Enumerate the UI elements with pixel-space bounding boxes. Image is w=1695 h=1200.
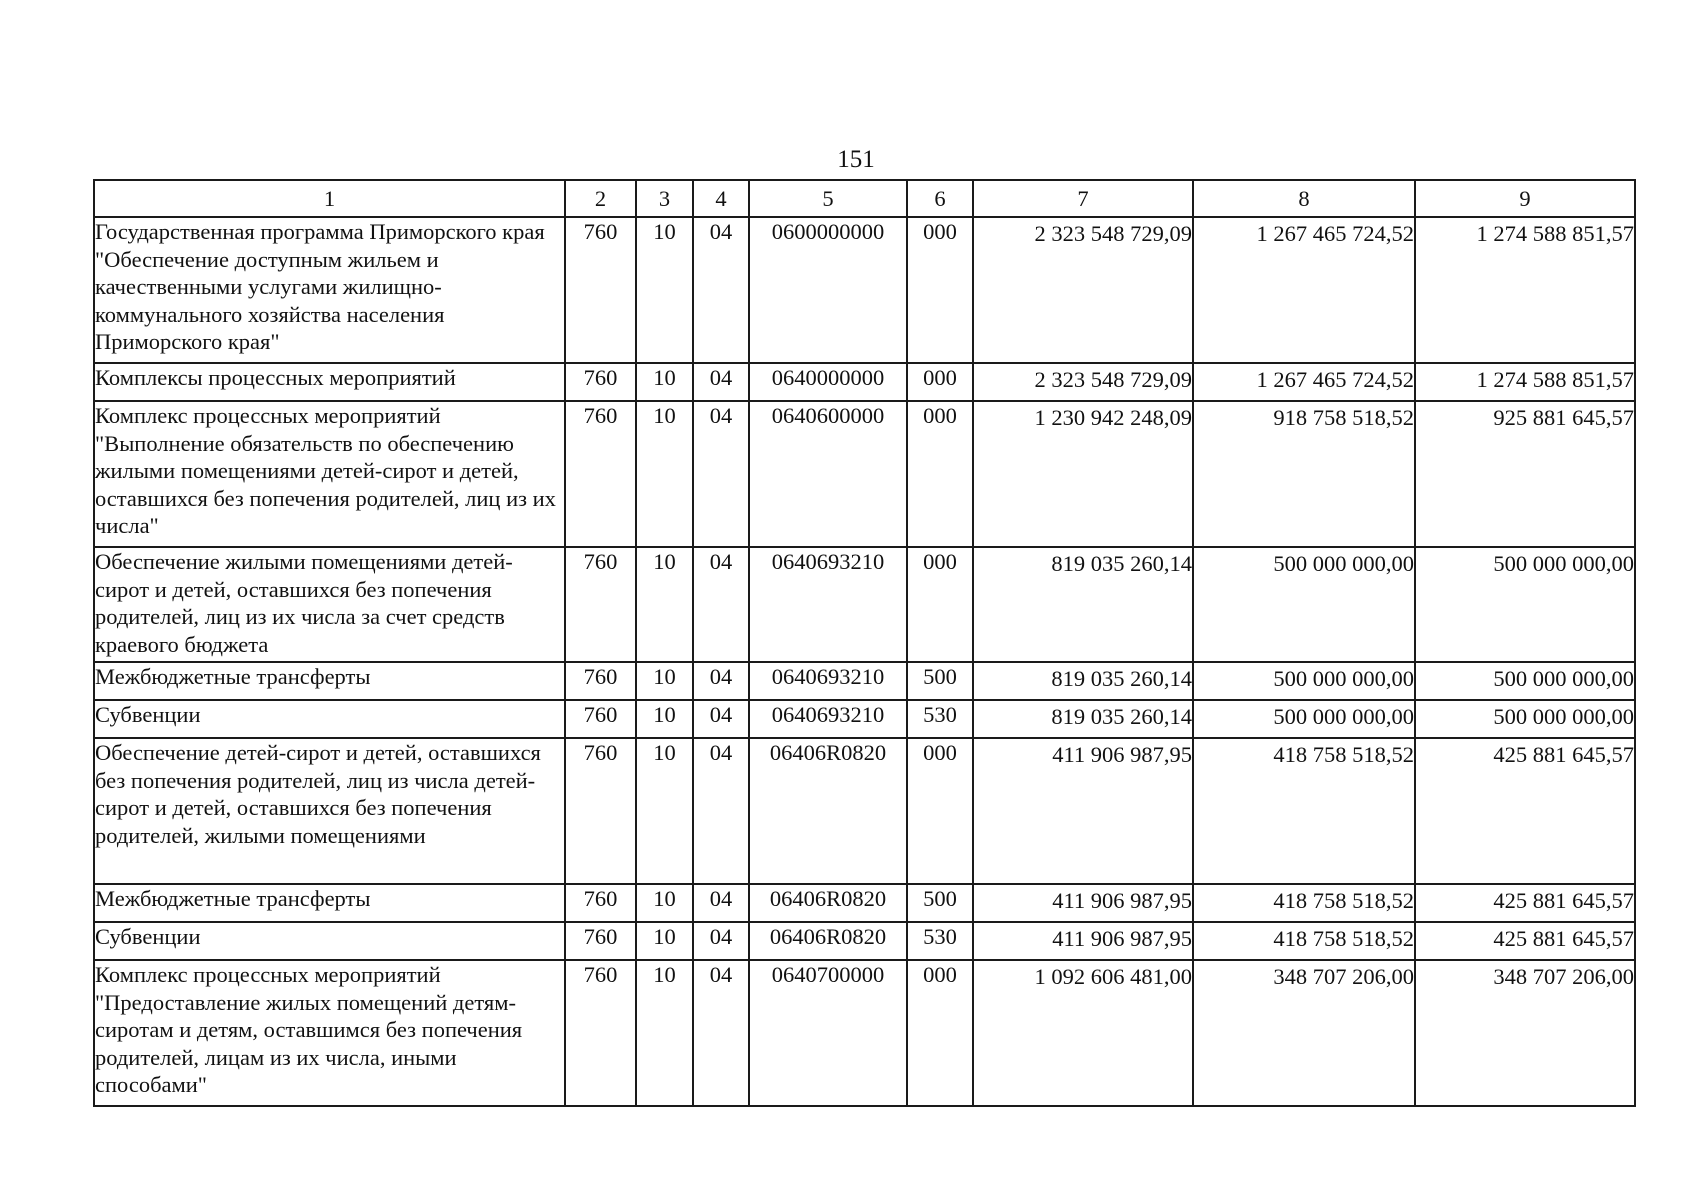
code-cell: 04 [693, 922, 749, 960]
header-cell: 5 [749, 180, 907, 217]
amount-cell: 2 323 548 729,09 [973, 363, 1193, 401]
row-name-cell: Субвенции [94, 700, 565, 738]
amount-cell: 425 881 645,57 [1415, 922, 1635, 960]
table-row [94, 700, 1635, 738]
code-cell: 760 [565, 960, 636, 1106]
code-cell: 04 [693, 960, 749, 1106]
code-cell: 760 [565, 547, 636, 662]
table-row [94, 363, 1635, 401]
row-name-cell: Субвенции [94, 922, 565, 960]
code-cell: 530 [907, 922, 973, 960]
code-cell: 04 [693, 700, 749, 738]
header-cell: 9 [1415, 180, 1635, 217]
amount-cell: 418 758 518,52 [1193, 922, 1415, 960]
code-cell: 04 [693, 363, 749, 401]
amount-cell: 2 323 548 729,09 [973, 217, 1193, 363]
header-cell: 6 [907, 180, 973, 217]
row-name-cell: Комплексы процессных мероприятий [94, 363, 565, 401]
code-cell: 0640600000 [749, 401, 907, 547]
code-cell: 04 [693, 401, 749, 547]
amount-cell: 500 000 000,00 [1415, 547, 1635, 662]
code-cell: 0600000000 [749, 217, 907, 363]
code-cell: 06406R0820 [749, 922, 907, 960]
amount-cell: 819 035 260,14 [973, 547, 1193, 662]
row-name-cell: Комплекс процессных мероприятий "Выполнение обязательств по обеспечению жилыми помещениями детей-сирот и детей, оставшихся без попечения родителей, лиц из их числа" [94, 401, 565, 547]
code-cell: 06406R0820 [749, 738, 907, 884]
amount-cell: 500 000 000,00 [1193, 662, 1415, 700]
code-cell: 0640693210 [749, 700, 907, 738]
code-cell: 760 [565, 401, 636, 547]
code-cell: 10 [636, 960, 693, 1106]
amount-cell: 925 881 645,57 [1415, 401, 1635, 547]
row-name-cell: Обеспечение жилыми помещениями детей-сирот и детей, оставшихся без попечения родителей, лиц из их числа за счет средств краевого бюджета [94, 547, 565, 662]
code-cell: 000 [907, 363, 973, 401]
header-cell: 1 [94, 180, 565, 217]
code-cell: 04 [693, 547, 749, 662]
code-cell: 760 [565, 363, 636, 401]
code-cell: 760 [565, 884, 636, 922]
row-name-cell: Межбюджетные трансферты [94, 884, 565, 922]
amount-cell: 500 000 000,00 [1415, 700, 1635, 738]
code-cell: 530 [907, 700, 973, 738]
amount-cell: 348 707 206,00 [1193, 960, 1415, 1106]
amount-cell: 500 000 000,00 [1415, 662, 1635, 700]
amount-cell: 425 881 645,57 [1415, 738, 1635, 884]
code-cell: 0640700000 [749, 960, 907, 1106]
amount-cell: 1 274 588 851,57 [1415, 217, 1635, 363]
table-row [94, 922, 1635, 960]
code-cell: 0640693210 [749, 662, 907, 700]
code-cell: 10 [636, 922, 693, 960]
header-cell: 7 [973, 180, 1193, 217]
amount-cell: 918 758 518,52 [1193, 401, 1415, 547]
header-cell: 8 [1193, 180, 1415, 217]
table-row [94, 217, 1635, 363]
amount-cell: 418 758 518,52 [1193, 884, 1415, 922]
code-cell: 760 [565, 217, 636, 363]
code-cell: 10 [636, 662, 693, 700]
budget-table [93, 179, 1636, 1107]
code-cell: 760 [565, 700, 636, 738]
code-cell: 760 [565, 662, 636, 700]
table-row [94, 401, 1635, 547]
code-cell: 000 [907, 217, 973, 363]
table-row [94, 960, 1635, 1106]
code-cell: 0640693210 [749, 547, 907, 662]
table-row [94, 884, 1635, 922]
amount-cell: 411 906 987,95 [973, 884, 1193, 922]
row-name-cell: Обеспечение детей-сирот и детей, оставшихся без попечения родителей, лиц из числа детей-сирот и детей, оставшихся без попечения родителей, жилыми помещениями [94, 738, 565, 884]
code-cell: 10 [636, 547, 693, 662]
code-cell: 500 [907, 884, 973, 922]
row-name-cell: Государственная программа Приморского края "Обеспечение доступным жильем и качественными услугами жилищно-коммунального хозяйства населения Приморского края" [94, 217, 565, 363]
code-cell: 000 [907, 738, 973, 884]
amount-cell: 348 707 206,00 [1415, 960, 1635, 1106]
code-cell: 10 [636, 363, 693, 401]
code-cell: 0640000000 [749, 363, 907, 401]
table-row [94, 547, 1635, 662]
code-cell: 760 [565, 922, 636, 960]
row-name-cell: Межбюджетные трансферты [94, 662, 565, 700]
code-cell: 500 [907, 662, 973, 700]
amount-cell: 1 274 588 851,57 [1415, 363, 1635, 401]
code-cell: 000 [907, 401, 973, 547]
amount-cell: 1 092 606 481,00 [973, 960, 1193, 1106]
page-number: 151 [837, 146, 875, 173]
amount-cell: 411 906 987,95 [973, 922, 1193, 960]
table-row [94, 738, 1635, 884]
amount-cell: 1 267 465 724,52 [1193, 363, 1415, 401]
code-cell: 000 [907, 960, 973, 1106]
table-row [94, 662, 1635, 700]
code-cell: 000 [907, 547, 973, 662]
code-cell: 04 [693, 884, 749, 922]
code-cell: 04 [693, 738, 749, 884]
code-cell: 04 [693, 217, 749, 363]
header-cell: 2 [565, 180, 636, 217]
code-cell: 10 [636, 700, 693, 738]
amount-cell: 819 035 260,14 [973, 662, 1193, 700]
code-cell: 04 [693, 662, 749, 700]
code-cell: 10 [636, 217, 693, 363]
amount-cell: 819 035 260,14 [973, 700, 1193, 738]
code-cell: 10 [636, 401, 693, 547]
row-name-cell: Комплекс процессных мероприятий "Предоставление жилых помещений детям-сиротам и детям, оставшимся без попечения родителей, лицам из их числа, иными способами" [94, 960, 565, 1106]
header-cell: 4 [693, 180, 749, 217]
amount-cell: 500 000 000,00 [1193, 547, 1415, 662]
amount-cell: 418 758 518,52 [1193, 738, 1415, 884]
header-cell: 3 [636, 180, 693, 217]
amount-cell: 500 000 000,00 [1193, 700, 1415, 738]
code-cell: 760 [565, 738, 636, 884]
amount-cell: 425 881 645,57 [1415, 884, 1635, 922]
amount-cell: 411 906 987,95 [973, 738, 1193, 884]
code-cell: 10 [636, 884, 693, 922]
amount-cell: 1 230 942 248,09 [973, 401, 1193, 547]
code-cell: 06406R0820 [749, 884, 907, 922]
amount-cell: 1 267 465 724,52 [1193, 217, 1415, 363]
header-row [94, 180, 1635, 217]
code-cell: 10 [636, 738, 693, 884]
